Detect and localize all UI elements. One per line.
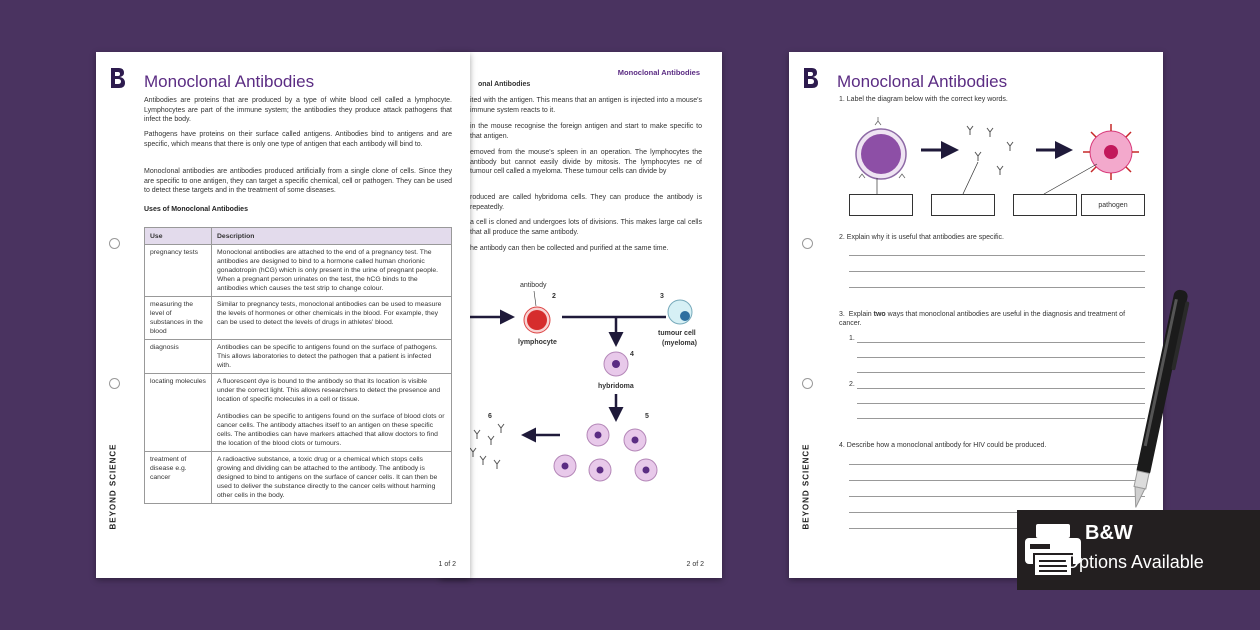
description-text: A fluorescent dye is bound to the antibody so that its location is visible under the correct light. This allows researchers to detect the presence and location of specific molecules in a cell or tissue. bbox=[217, 378, 441, 403]
clone-nucleus-3 bbox=[562, 463, 569, 470]
answer-line[interactable] bbox=[849, 496, 1145, 497]
brand-logo bbox=[108, 66, 126, 90]
answer-line[interactable] bbox=[857, 372, 1145, 373]
page2-para-2: in the mouse recognise the foreign antigen and start to make specific to that antigen. bbox=[470, 123, 702, 140]
answer-line[interactable] bbox=[849, 255, 1145, 256]
lymphocyte-nucleus bbox=[527, 310, 547, 330]
antibody-production-diagram bbox=[440, 272, 722, 522]
description-cell: Monoclonal antibodies are attached to the end of a pregnancy test. The antibodies are designed to bind to a hormone called human chorionic gonadotropin (hCG) which is only present in the urine of pregnant people. When a pregnant person urinates on the test, the hCG binds to the antibodies which causes the test strip to change colour. bbox=[212, 245, 452, 297]
clone-nucleus-4 bbox=[597, 467, 604, 474]
answer-line[interactable] bbox=[849, 464, 1145, 465]
label-box-3[interactable] bbox=[1013, 194, 1077, 216]
binder-hole-1 bbox=[802, 238, 813, 249]
pointer-line-3 bbox=[1044, 164, 1097, 194]
worksheet-page-2 bbox=[440, 52, 722, 578]
brand-name: BEYOND SCIENCE bbox=[801, 443, 811, 530]
intro-para-2: Pathogens have proteins on their surface called antigens. Antibodies bind to antigens and are specific, which means that there is only one type of antigen that each antibody will bind to. bbox=[144, 131, 452, 148]
binder-hole-2 bbox=[109, 378, 120, 389]
label-box-pathogen: pathogen bbox=[1081, 194, 1145, 216]
page2-header: Monoclonal Antibodies bbox=[617, 68, 700, 77]
description-cell: A radioactive substance, a toxic drug or a chemical which stops cells growing and dividing can be attached to the antibody. The antibody is designed to bind to antigens on the surface of cancer cells. It can then be used to deliver the substance directly to the cancer cells without harming other cells in the body. bbox=[212, 452, 452, 504]
description-cell bbox=[212, 374, 452, 452]
intro-para-1: Antibodies are proteins that are produced by a type of white blood cell called a lymphocyte. Lymphocytes are part of the immune system; the antibodies they produce attack pathogens that infect the body. bbox=[144, 97, 452, 123]
tumour-cell-label: tumour cell bbox=[658, 330, 696, 337]
answer-line[interactable] bbox=[849, 271, 1145, 272]
page2-para-3: emoved from the mouse's spleen in an operation. The lymphocytes the antibody but cannot easily divide by mitosis. The lymphocytes ne of tumour cell called a myeloma. These tumour cells can divide by bbox=[470, 149, 702, 175]
question-3-end: ways that monoclonal antibodies are useful in the diagnosis and treatment of cancer. bbox=[839, 311, 1126, 327]
step-2-label: 2 bbox=[552, 293, 556, 300]
answer-line[interactable] bbox=[857, 342, 1145, 343]
description-text: Antibodies can be specific to antigens found on the surface of blood clots or cancer cells. The antibody attaches itself to an antigen on these specific cells. The antibodies can have markers attached that allow doctors to find the location of the blood clots or tumours. bbox=[217, 413, 445, 447]
answer-line[interactable] bbox=[857, 357, 1145, 358]
myeloma-label: (myeloma) bbox=[662, 340, 698, 347]
step-4-label: 4 bbox=[630, 351, 634, 358]
antibody-pointer bbox=[534, 291, 536, 306]
brand-name: BEYOND SCIENCE bbox=[108, 443, 118, 530]
page1-number: 1 of 2 bbox=[438, 561, 456, 568]
binder-hole-1 bbox=[109, 238, 120, 249]
table-row bbox=[145, 374, 452, 452]
free-antibodies bbox=[967, 126, 1013, 175]
clone-nucleus-1 bbox=[595, 432, 602, 439]
uses-heading: Uses of Monoclonal Antibodies bbox=[144, 206, 248, 213]
clone-nucleus-2 bbox=[632, 437, 639, 444]
answer-line[interactable] bbox=[857, 388, 1145, 389]
col-header-description: Description bbox=[212, 228, 452, 245]
intro-para-3: Monoclonal antibodies are antibodies produced artificially from a single clone of cells. Since they are specific to one antigen, they can target a specific chemical, cell or pathogen. They can be used to detect these targets and in the treatment of some diseases. bbox=[144, 168, 452, 194]
label-box-1[interactable] bbox=[849, 194, 913, 216]
table-row bbox=[145, 245, 452, 297]
table-row bbox=[145, 452, 452, 504]
banner-title: B&W bbox=[1085, 522, 1133, 544]
table-row bbox=[145, 297, 452, 340]
table-row bbox=[145, 340, 452, 374]
antibody-cluster bbox=[470, 424, 504, 469]
question-3-part-2: 2. bbox=[849, 381, 855, 388]
clone-nucleus-5 bbox=[643, 467, 650, 474]
worksheet-questions-page bbox=[789, 52, 1163, 578]
use-cell: pregnancy tests bbox=[145, 245, 212, 297]
tumour-nucleus bbox=[680, 311, 690, 321]
question-3-part-1: 1. bbox=[849, 335, 855, 342]
brand-logo bbox=[801, 66, 819, 90]
question-1: 1. Label the diagram below with the correct key words. bbox=[839, 96, 1008, 103]
use-cell: treatment of disease e.g. cancer bbox=[145, 452, 212, 504]
page2-subheading: onal Antibodies bbox=[478, 81, 531, 88]
use-cell: locating molecules bbox=[145, 374, 212, 452]
pen-image bbox=[1125, 278, 1195, 518]
table-header-row bbox=[145, 228, 452, 245]
description-cell: Antibodies can be specific to antigens found on the surface of pathogens. This allows laboratories to detect the pathogen that a patient is infected with. bbox=[212, 340, 452, 374]
step-3-label: 3 bbox=[660, 293, 664, 300]
question-4: 4. Describe how a monoclonal antibody for HIV could be produced. bbox=[839, 442, 1047, 449]
answer-line[interactable] bbox=[857, 418, 1145, 419]
pathogen-nucleus bbox=[1104, 145, 1118, 159]
question-3 bbox=[839, 310, 1149, 328]
brand-sidebar bbox=[795, 443, 815, 538]
binder-hole-2 bbox=[802, 378, 813, 389]
page2-para-4: roduced are called hybridoma cells. They can produce the antibody is repeatedly. bbox=[470, 194, 702, 211]
col-header-use: Use bbox=[145, 228, 212, 245]
description-cell: Similar to pregnancy tests, monoclonal antibodies can be used to measure the levels of hormones or other chemicals in the blood. For example, they can be used to detect the levels of drugs in athletes' blood. bbox=[212, 297, 452, 340]
use-cell: diagnosis bbox=[145, 340, 212, 374]
brand-sidebar bbox=[102, 443, 122, 538]
uses-table bbox=[144, 227, 452, 504]
hybridoma-label: hybridoma bbox=[598, 383, 634, 390]
pointer-line-2 bbox=[963, 162, 978, 194]
page2-para-1: ited with the antigen. This means that an antigen is injected into a mouse's immune system reacts to it. bbox=[470, 97, 702, 114]
banner-subtitle: Options Available bbox=[1065, 552, 1204, 572]
antibody-label: antibody bbox=[520, 282, 547, 289]
page2-para-6: he antibody can then be collected and purified at the same time. bbox=[470, 245, 669, 252]
answer-line[interactable] bbox=[857, 403, 1145, 404]
question-3-start: 3. Explain bbox=[839, 311, 874, 318]
answer-line[interactable] bbox=[849, 480, 1145, 481]
label-box-2[interactable] bbox=[931, 194, 995, 216]
question-2: 2. Explain why it is useful that antibodies are specific. bbox=[839, 234, 1004, 241]
step-6-label: 6 bbox=[488, 413, 492, 420]
tumour-cell bbox=[668, 300, 692, 324]
page1-title: Monoclonal Antibodies bbox=[144, 72, 315, 91]
hybridoma-nucleus bbox=[612, 360, 620, 368]
answer-line[interactable] bbox=[849, 287, 1145, 288]
lymphocyte-nucleus-diagram bbox=[861, 134, 901, 174]
page2-para-5: a cell is cloned and undergoes lots of divisions. This makes large cal cells that all produce the same antibody. bbox=[470, 219, 702, 236]
lymphocyte-label: lymphocyte bbox=[518, 339, 557, 346]
page2-number: 2 of 2 bbox=[686, 561, 704, 568]
step-5-label: 5 bbox=[645, 413, 649, 420]
worksheet-page-1 bbox=[96, 52, 470, 578]
worksheet-title: Monoclonal Antibodies bbox=[837, 72, 1008, 91]
use-cell: measuring the level of substances in the blood bbox=[145, 297, 212, 340]
question-3-emphasis: two bbox=[873, 311, 886, 318]
bw-options-banner[interactable] bbox=[1017, 510, 1260, 590]
